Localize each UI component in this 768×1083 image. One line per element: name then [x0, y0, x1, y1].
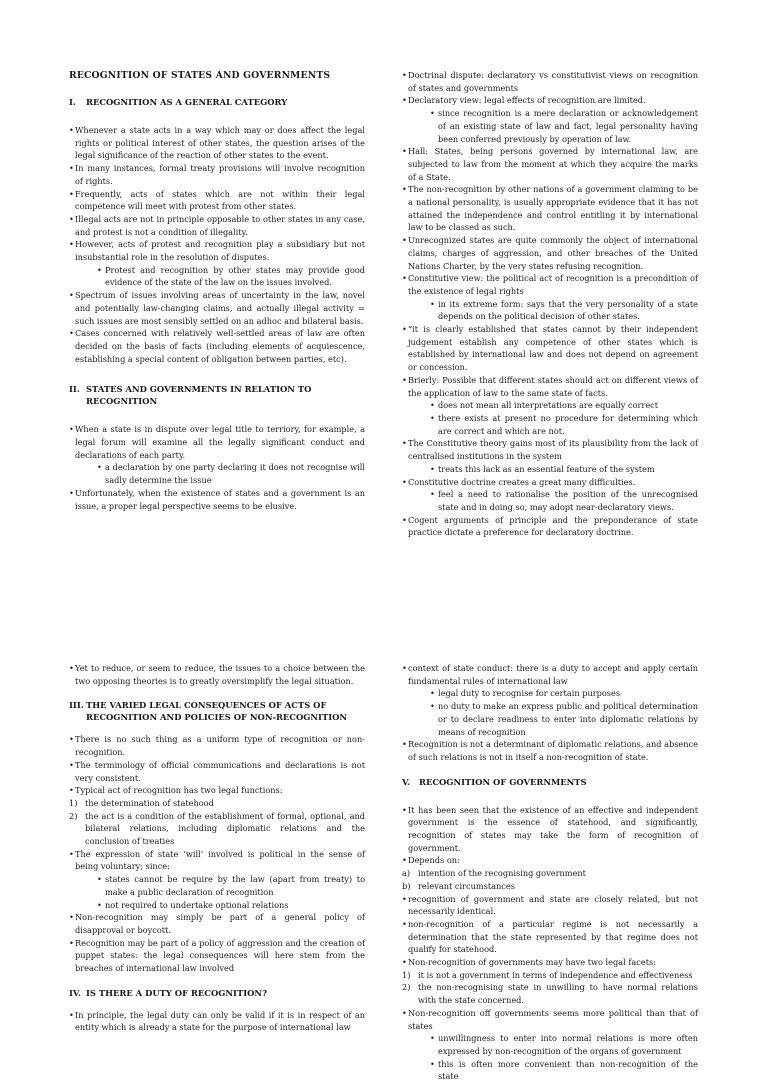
sub-list-item: • states cannot be require by the law (apart from treaty) to make a public declaration of recognition [69, 873, 365, 898]
page2-left-column [69, 662, 365, 1034]
list-item: • When a state is in dispute over legal title to terriory, for example, a legal forum will examine all the legally significant conduct and declarations of each party. [69, 423, 365, 461]
duty-list [402, 662, 698, 764]
section-number: III. [69, 700, 84, 711]
item-letter: a) [402, 868, 411, 879]
list-item: • Whenever a state acts in a way which may or does affect the legal rights or political interest of other states, the question arises of the legal significance of the reaction of other states to the event. [69, 124, 365, 162]
list-item: • Frequently, acts of states which are not within their legal competence will meet with protest from other states. [69, 188, 365, 213]
list-item: • Recognition is not a determinant of diplomatic relations, and absence of such relations is not in itself a non-recognition of state. [402, 738, 698, 763]
item-text: relevant circumstances [418, 880, 515, 891]
section-1-heading [69, 96, 365, 108]
section-number: I. [69, 97, 76, 107]
doctrine-list [402, 69, 698, 539]
list-item: • Doctrinal dispute: declaratory vs constitutivist views on recognition of states and governments [402, 69, 698, 94]
list-item: • Declaratory view: legal effects of recognition are limited. [402, 94, 698, 107]
item-number: 1) [402, 969, 411, 980]
sub-list-item: • treats this lack as an essential feature of the system [402, 463, 698, 476]
section-number: V. [402, 776, 410, 787]
list-item: • In principle, the legal duty can only be valid if it is in respect of an entity which is already a state for the purpose of international law [69, 1009, 365, 1034]
list-item: • In many instances, formal treaty provisions will involve recognition of rights. [69, 162, 365, 187]
section-title: STATES AND GOVERNMENTS IN RELATION TO RECOGNITION [86, 384, 312, 407]
list-item: • Cogent arguments of principle and the preponderance of state practice dictate a preference for declaratory doctrine. [402, 514, 698, 539]
item-text: intention of the recognising government [418, 868, 586, 879]
section-4-list [69, 1009, 365, 1034]
item-number: 2) [402, 982, 411, 993]
section-5-heading [402, 776, 698, 788]
item-text: the non-recognising state in unwilling to have normal relations with the state concerned. [418, 982, 698, 1006]
list-item: • recognition of government and state are closely related, but not necessarily identical. [402, 893, 698, 918]
document-page-2 [0, 648, 768, 1082]
list-item: • Non-recognition of governments may have two legal facets: [402, 956, 698, 969]
list-item: • Constitutive view: the political act of recognition is a precondition of the existence of legal rights [402, 272, 698, 297]
numbered-item [402, 981, 698, 1006]
list-item: • Brierly: Possible that different states should act on different views of the application of law to the same state of facts. [402, 374, 698, 399]
document-title: RECOGNITION OF STATES AND GOVERNMENTS [69, 70, 331, 81]
item-text: the act is a condition of the establishment of formal, optional, and bilateral relations, including diplomatic relations and the conclusion of treaties [85, 810, 365, 847]
section-1-list [69, 124, 365, 365]
list-item: • There is no such thing as a uniform type of recognition or non-recognition. [69, 733, 365, 758]
list-item: • Depends on: [402, 854, 698, 867]
sub-list-item: • not required to undertake optional relations [69, 899, 365, 912]
sub-list-item: • feel a need to rationalise the position of the unrecognised state and in doing so, may adopt near-declaratory views. [402, 488, 698, 513]
section-title: THE VARIED LEGAL CONSEQUENCES OF ACTS OF RECOGNITION AND POLICIES OF NON-RECOGNITION [86, 700, 348, 723]
list-item: • context of state conduct: there is a duty to accept and apply certain fundamental rules of international law [402, 662, 698, 687]
list-item: • “it is clearly established that states cannot by their independent judgement establish any competence of other states which is established by international law and does not depend on agreement or concession. [402, 323, 698, 374]
list-item: • Yet to reduce, or seem to reduce, the issues to a choice between the two opposing theories is to greatly oversimplify the legal situation. [69, 662, 365, 687]
sub-list-item: • does not mean all interpretations are equally correct [402, 399, 698, 412]
list-item: • The terminology of official communications and declarations is not very consistent. [69, 759, 365, 784]
section-number: IV. [69, 987, 81, 998]
section-title: IS THERE A DUTY OF RECOGNITION? [86, 987, 267, 998]
item-number: 2) [69, 810, 78, 821]
list-item: • It has been seen that the existence of an effective and independent government is the essence of statehood, and significantly, recognition of states may take the form of recognition of government. [402, 804, 698, 855]
section-title: RECOGNITION OF GOVERNMENTS [419, 776, 587, 787]
section-5-list [402, 804, 698, 1083]
list-item: • Constitutive doctrine creates a great many difficulties. [402, 476, 698, 489]
item-text: it is not a government in terms of independence and effectiveness [418, 969, 693, 980]
list-item: • Non-recognition off governments seems more political than that of states [402, 1007, 698, 1032]
list-item: • Recognition may be part of a policy of aggression and the creation of puppet states: the legal consequences will here stem from the breaches of international law involved [69, 937, 365, 975]
item-letter: b) [402, 880, 411, 891]
list-item: • non-recognition of a particular regime is not necessarily a determination that the state represented by that regime does not qualify for statehood. [402, 918, 698, 956]
sub-list-item: • unwillingness to enter into normal relations is more often expressed by non-recognition of the organs of government [402, 1032, 698, 1057]
list-item: • Typical act of recognition has two legal functions: [69, 784, 365, 797]
lettered-item [402, 880, 698, 893]
list-item: • Unfortunately, when the existence of states and a government is an issue, a proper legal perspective seems to be elusive. [69, 487, 365, 512]
numbered-item [69, 810, 365, 848]
list-item: • Hall: States, being persons governed by international law, are subjected to law from the moment at which they acquire the marks of a State. [402, 145, 698, 183]
section-3-heading [69, 699, 365, 723]
item-number: 1) [69, 797, 78, 808]
sub-list-item: • no duty to make an express public and political determination or to declare readiness to enter into diplomatic relations by means of recognition [402, 700, 698, 738]
numbered-item [69, 797, 365, 810]
sub-list-item: • a declaration by one party declaring it does not recognise will sadly determine the issue [69, 461, 365, 486]
list-item: • Cases concerned with relatively well-settled areas of law are often decided on the basis of facts (including elements of acquiescence, establishing a special content of obligation between parties, etc). [69, 327, 365, 365]
list-item: • The Constitutive theory gains most of its plausibility from the lack of centralised institutions in the system [402, 437, 698, 462]
sub-list-item: • since recognition is a mere declaration or acknowledgement of an existing state of law and fact, legal personality having been conferred previously by operation of law. [402, 107, 698, 145]
sub-list-item: • this is often more convenient than non-recognition of the state [402, 1058, 698, 1083]
sub-list-item: • there exists at present no procedure for determining which are correct and which are not. [402, 412, 698, 437]
section-title: RECOGNITION AS A GENERAL CATEGORY [86, 97, 288, 107]
section-number: II. [69, 384, 80, 395]
lettered-item [402, 867, 698, 880]
list-item: • However, acts of protest and recognition play a subsidiary but not insubstantial role in the resolution of disputes. [69, 238, 365, 263]
list-item: • Unrecognized states are quite commonly the object of international claims, charges of aggression, and other breaches of the United Nations Charter, by the very states refusing recognition. [402, 234, 698, 272]
list-item: • The non-recognition by other nations of a government claiming to be a national personality, is usually appropriate evidence that it has not attained the independence and control entitling it by international law to be classed as such. [402, 183, 698, 234]
item-text: the determination of statehood [85, 797, 214, 808]
sub-list-item: • Protest and recognition by other states may provide good evidence of the state of the law on the issues involved. [69, 264, 365, 289]
page2-right-column [402, 662, 698, 1083]
page1-left-column [69, 69, 365, 512]
section-4-heading [69, 987, 365, 999]
sub-list-item: • legal duty to recognise for certain purposes [402, 687, 698, 700]
list-item: • The expression of state ‘will’ involved is political in the sense of being voluntary; since: [69, 848, 365, 873]
intro-list [69, 662, 365, 687]
section-2-heading [69, 383, 365, 407]
sub-list-item: • in its extreme form: says that the very personality of a state depends on the political decision of other states. [402, 298, 698, 323]
list-item: • Spectrum of issues involving areas of uncertainty in the law, novel and potentially law-changing claims, and actually illegal activity = such issues are most sensibly settled on an adhoc and bilateral basis. [69, 289, 365, 327]
page1-right-column [402, 69, 698, 539]
numbered-item [402, 969, 698, 982]
section-3-list [69, 733, 365, 974]
list-item: • Non-recognition may simply be part of a general policy of disapproval or boycott. [69, 911, 365, 936]
section-2-list [69, 423, 365, 512]
list-item: • Illegal acts are not in principle opposable to other states in any case, and protest is not a condition of illegality. [69, 213, 365, 238]
